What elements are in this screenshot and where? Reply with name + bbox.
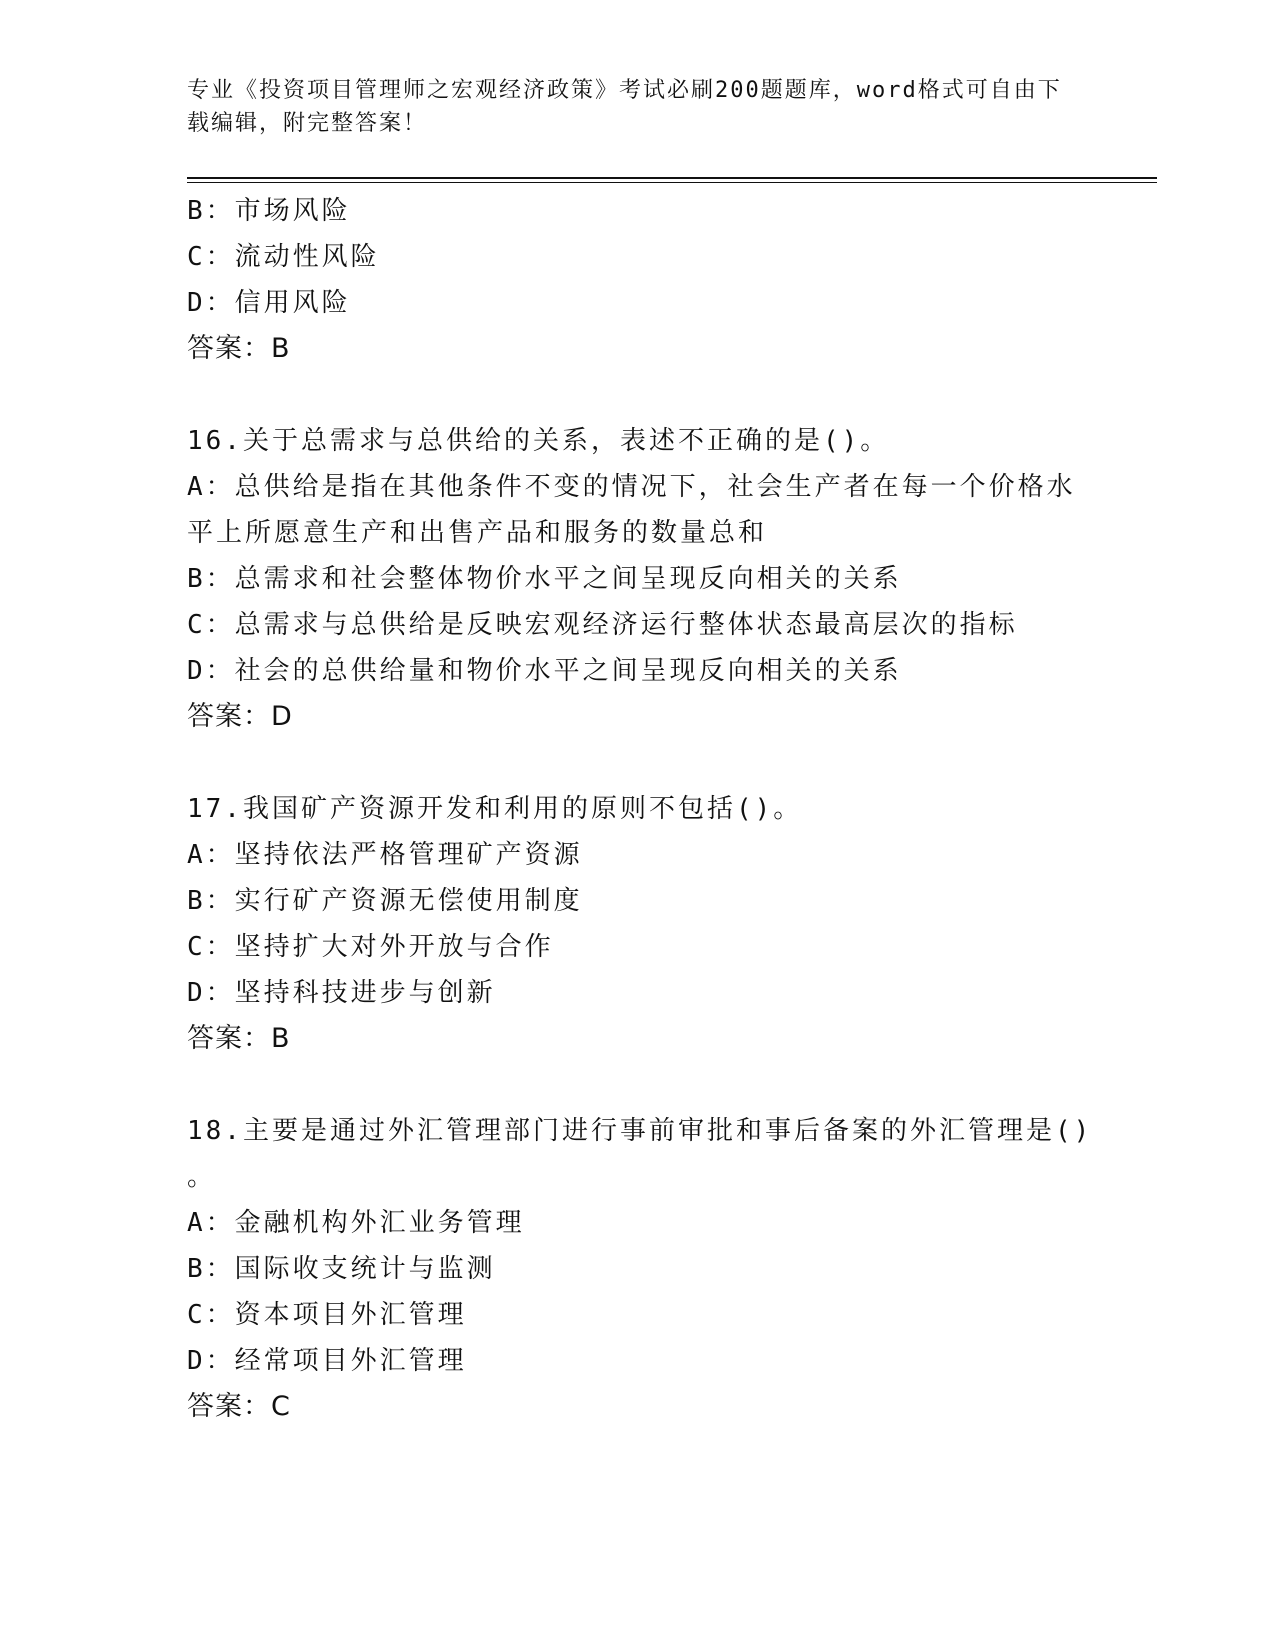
q15-option-d: D：信用风险 (187, 288, 351, 318)
q17-option-a: A：坚持依法严格管理矿产资源 (187, 840, 583, 870)
q17-option-d: D：坚持科技进步与创新 (187, 978, 496, 1008)
q18-option-a: A：金融机构外汇业务管理 (187, 1208, 525, 1238)
q16-question: 16.关于总需求与总供给的关系，表述不正确的是()。 (187, 426, 890, 456)
q18-question-line2: 。 (187, 1162, 217, 1192)
question-17 (187, 786, 1087, 1062)
q18-question-line1: 18.主要是通过外汇管理部门进行事前审批和事后备案的外汇管理是() (187, 1116, 1093, 1146)
q18-option-b: B：国际收支统计与监测 (187, 1254, 496, 1284)
q17-option-b: B：实行矿产资源无偿使用制度 (187, 886, 583, 916)
q16-option-c: C：总需求与总供给是反映宏观经济运行整体状态最高层次的指标 (187, 610, 1018, 640)
q18-option-c: C：资本项目外汇管理 (187, 1300, 467, 1330)
q17-option-c: C：坚持扩大对外开放与合作 (187, 932, 554, 962)
q15-option-b: B：市场风险 (187, 196, 351, 226)
q18-option-d: D：经常项目外汇管理 (187, 1346, 467, 1376)
q15-answer: 答案：B (187, 333, 291, 364)
q16-option-a-line2: 平上所愿意生产和出售产品和服务的数量总和 (187, 518, 768, 548)
q16-option-d: D：社会的总供给量和物价水平之间呈现反向相关的关系 (187, 656, 902, 686)
question-list (187, 188, 1093, 1430)
document-header: 专业《投资项目管理师之宏观经济政策》考试必刷200题题库，word格式可自由下载编辑，附完整答案！ (187, 78, 1062, 136)
q17-answer: 答案：B (187, 1023, 291, 1054)
q16-option-b: B：总需求和社会整体物价水平之间呈现反向相关的关系 (187, 564, 902, 594)
question-16 (187, 418, 1087, 740)
q17-question: 17.我国矿产资源开发和利用的原则不包括()。 (187, 794, 803, 824)
q16-option-a-line1: A：总供给是指在其他条件不变的情况下，社会生产者在每一个价格水 (187, 472, 1076, 502)
spacer (187, 372, 1087, 418)
q18-answer: 答案：C (187, 1391, 291, 1422)
q16-answer: 答案：D (187, 701, 293, 732)
header-divider-thick (187, 177, 1157, 179)
spacer (187, 1062, 1087, 1108)
spacer (187, 740, 1087, 786)
question-18 (187, 1108, 1093, 1430)
header-divider-thin (187, 182, 1157, 183)
question-15-tail (187, 188, 1087, 372)
q15-option-c: C：流动性风险 (187, 242, 380, 272)
